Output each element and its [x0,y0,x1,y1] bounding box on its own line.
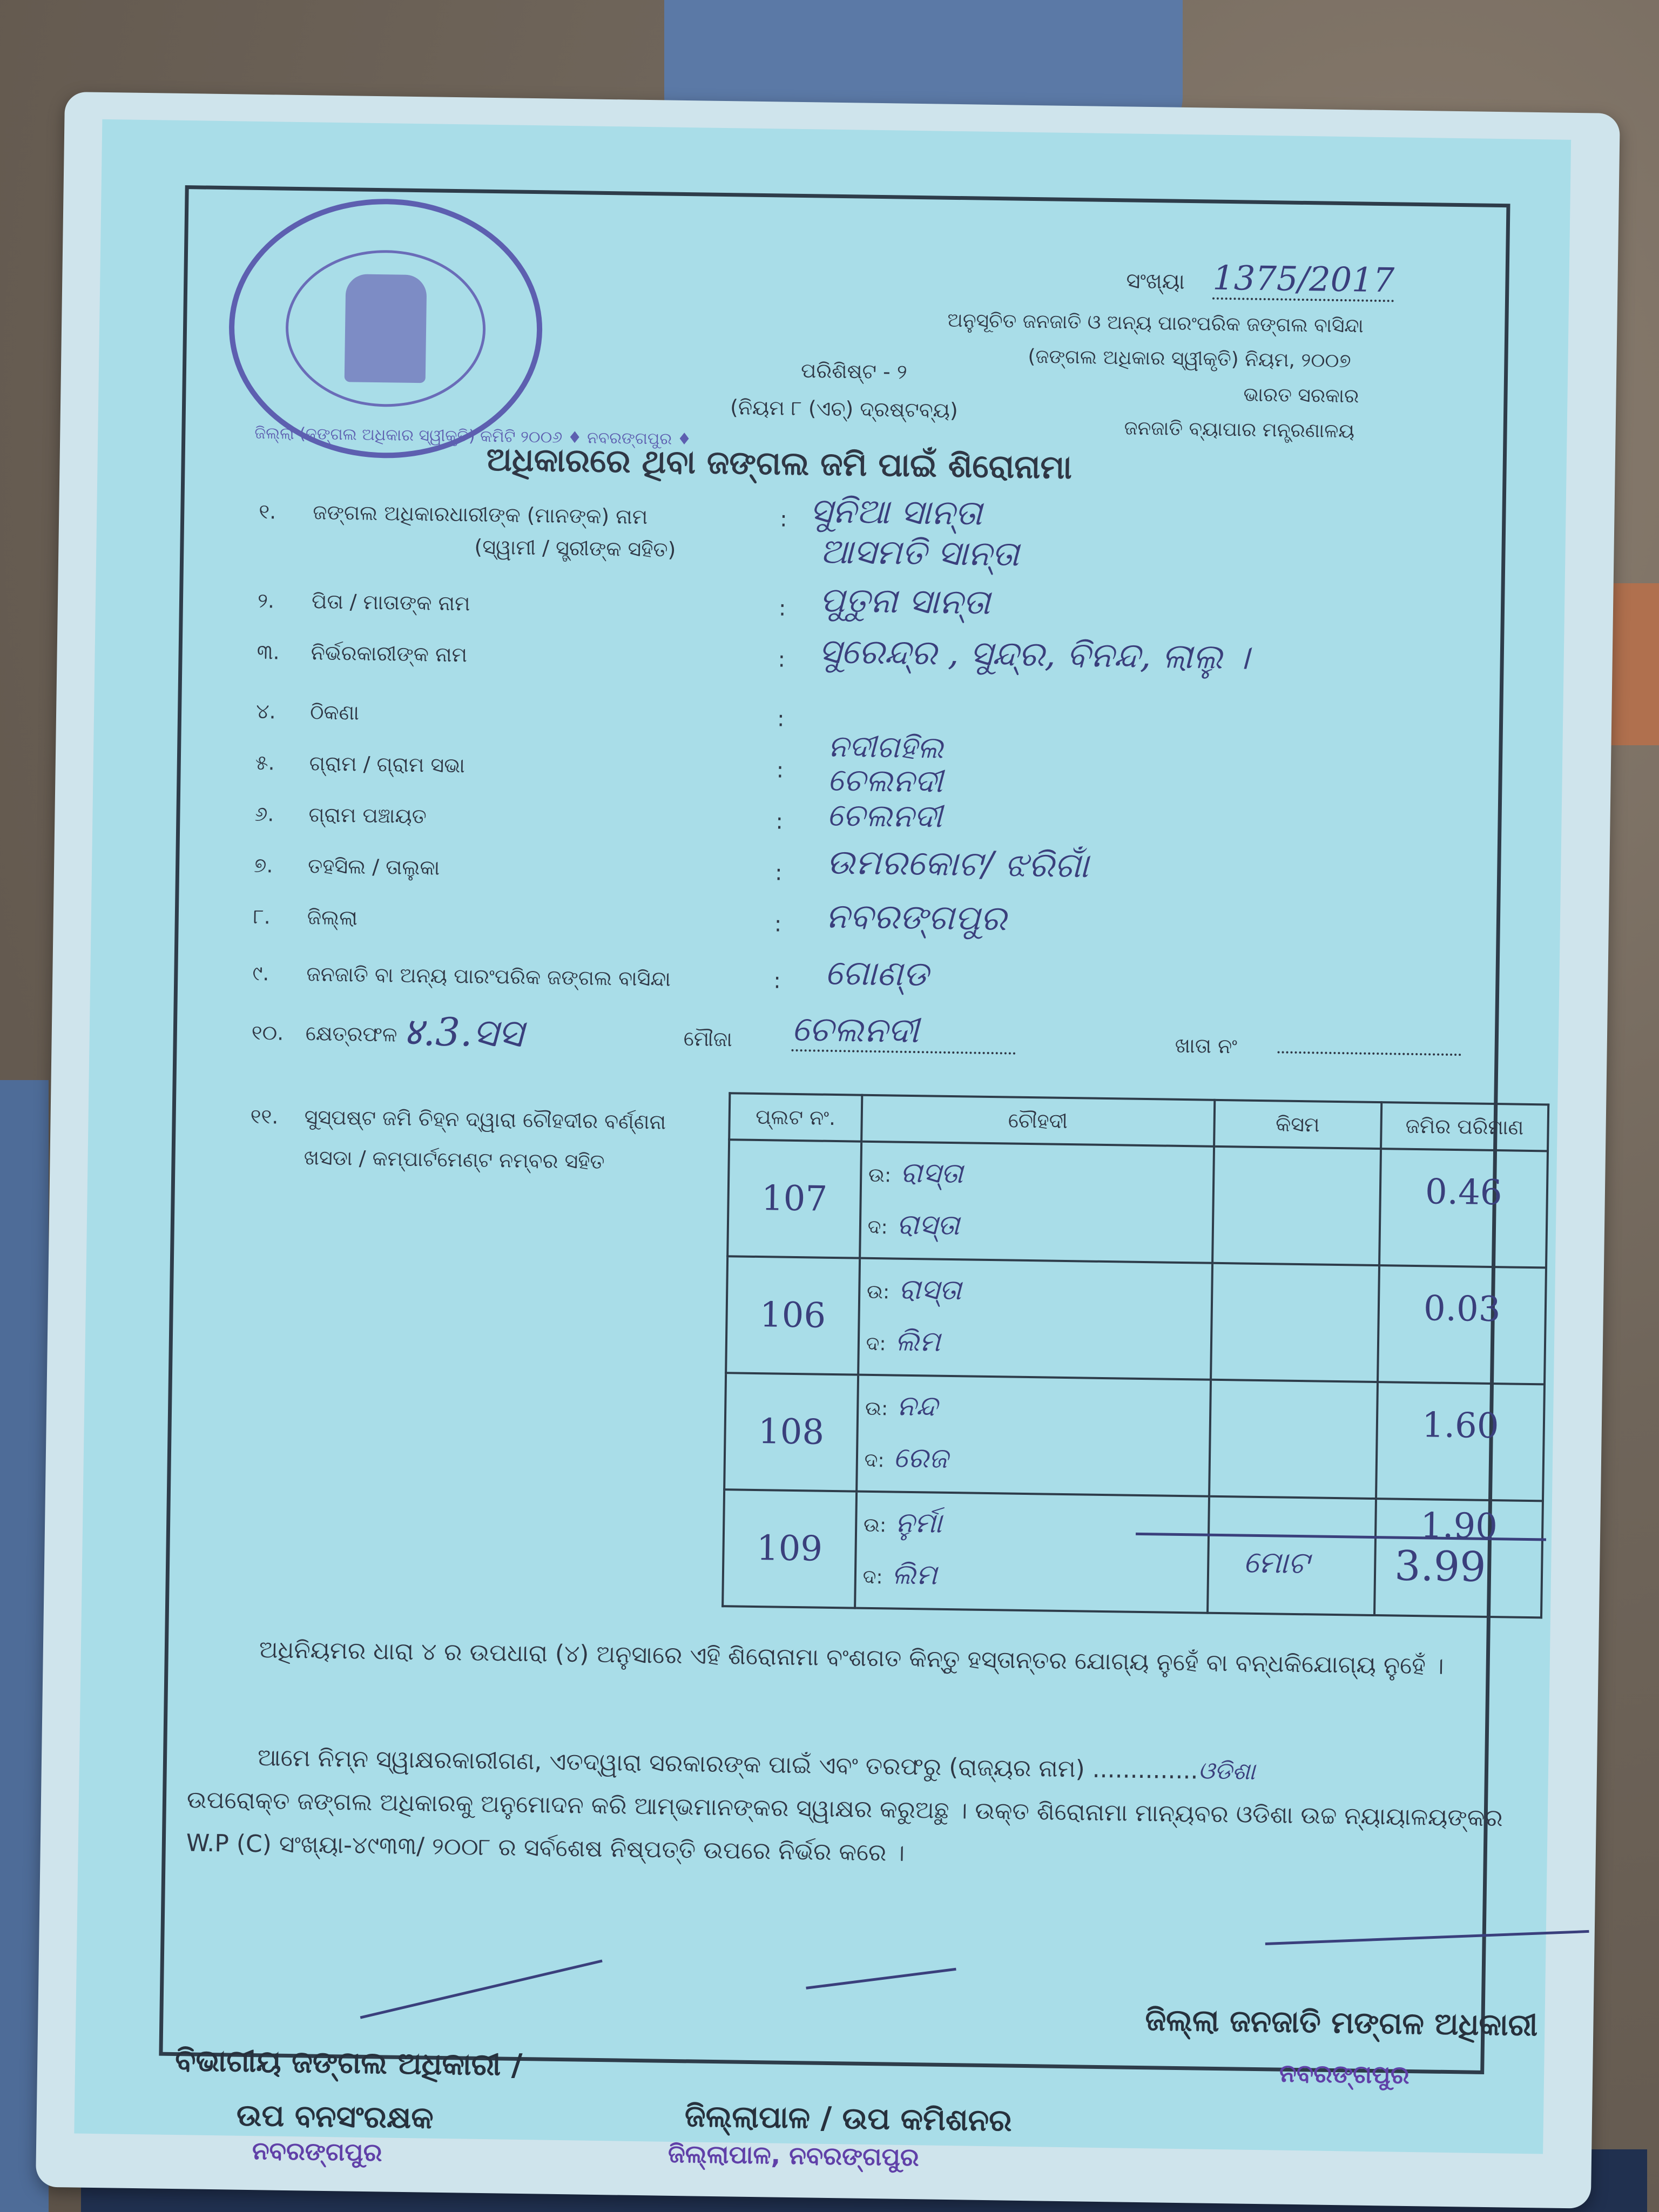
plot-area: 0.03 [1378,1265,1546,1384]
field-5-value: ଚେଲନଦୀ [827,761,943,800]
header-land-area: ଜମିର ପରିମାଣ [1381,1102,1548,1151]
field-9-colon: : [773,968,781,994]
table-row [727,1139,1548,1267]
field-3-colon: : [778,647,786,672]
area-label: କ୍ଷେତ୍ରଫଳ [305,1021,397,1047]
plot-kind [1211,1263,1379,1382]
government: ଭାରତ ସରକାର [1243,383,1359,408]
south-prefix: ଦ: [866,1332,886,1355]
south-boundary: ଲିମ [891,1558,938,1591]
field-7-label: ତହସିଲ / ତାଲୁକା [307,854,440,880]
field-8-label: ଜିଲ୍ଲା [307,905,358,930]
field-6-number: ୬. [254,801,274,826]
plot-number: 108 [724,1373,858,1491]
field-3-value: ସୁରେନ୍ଦ୍ର , ସୁନ୍ଦ୍ର, ବିନନ୍ଦ, ଲାଲୁ । [818,631,1250,678]
field-7-colon: : [774,860,783,886]
north-prefix: ଉ: [865,1397,888,1420]
signatory-left-title: ବିଭାଗୀୟ ଜଙ୍ଗଲ ଅଧିକାରୀ / [174,2043,523,2083]
area-value: ४.3.ସସ [402,1008,524,1056]
north-boundary: ରାସ୍ତା [898,1273,962,1307]
plot-area: 1.90 [1374,1499,1543,1617]
plot-boundaries [860,1142,1214,1263]
field-9-label: ଜନଜାତି ବା ଅନ୍ୟ ପାରଂପରିକ ଜଙ୍ଗଲ ବାସିନ୍ଦା [306,962,671,991]
field-6-colon: : [775,809,784,834]
south-boundary: ଲିମ [894,1325,941,1358]
header-boundaries: ଚୌହଦୀ [861,1095,1215,1147]
field-7-number: ୭. [253,853,273,878]
stamp-text: ଜିଲ୍ଲା (ଜଙ୍ଗଲ ଅଧିକାର ସ୍ୱୀକୃତି) କମିଟି ୨୦୦୬ ♦ ନବରଙ୍ଗପୁର ♦ [254,423,692,449]
plot-number: 106 [726,1256,860,1374]
north-boundary: ନୁର୍ମା [895,1506,942,1540]
north-prefix: ଉ: [866,1280,890,1304]
field-1-colon: : [779,507,788,532]
field-3-number: ୩. [257,639,280,664]
plot-number: 109 [723,1489,857,1608]
field-2-value: ପୁତୁନା ସାନ୍ତା [819,580,991,623]
boundary-label-2: ଖସଡା / କମ୍ପାର୍ଟମେଣ୍ଟ ନମ୍ବର ସହିତ [304,1145,605,1174]
header-plot-no: ପ୍ଲଟ ନଂ. [729,1093,862,1141]
field-6-value: ଚେଲନଦୀ [827,796,943,835]
center-seal: ଜିଲ୍ଲାପାଳ, ନବରଙ୍ଗପୁର [667,2139,920,2172]
state-name: ଓଡିଶା [1198,1757,1256,1785]
field-5-number: ୫. [255,750,275,775]
field-3-label: ନିର୍ଭରକାରୀଙ୍କ ନାମ [311,640,468,667]
boundary-label-1: ସୁସ୍ପଷ୍ଟ ଜମି ଚିହ୍ନ ଦ୍ୱାରା ଚୌହଦୀର ବର୍ଣ୍ଣନା [304,1105,666,1134]
south-prefix: ଦ: [864,1449,885,1472]
plot-boundaries [855,1492,1209,1613]
signatory-right-title: ଜିଲ୍ଲା ଜନଜାତି ମଙ୍ଗଳ ଅଧିକାରୀ [1145,2002,1538,2044]
mouza-label: ମୌଜା [683,1027,733,1051]
south-prefix: ଦ: [862,1566,883,1589]
field-8-value: ନବରଙ୍ଗପୁର [825,896,1007,939]
north-prefix: ଉ: [863,1514,887,1537]
field-9-number: ୯. [252,961,269,986]
right-seal: ନବରଙ୍ଗପୁର [1279,2058,1410,2090]
title-certificate [74,119,1571,2172]
field-8-number: ୮. [253,904,271,929]
act-line-2: (ଜଙ୍ଗଲ ଅଧିକାର ସ୍ୱୀକୃତି) ନିୟମ, ୨୦୦୭ [1028,345,1351,373]
act-line-1: ଅନୁସୂଚିତ ଜନଜାତି ଓ ଅନ୍ୟ ପାରଂପରିକ ଜଙ୍ଗଲ ବାସିନ୍ଦା [947,309,1364,338]
total-label: ମୋଟ [1243,1545,1310,1581]
plot-table [721,1092,1549,1618]
field-5-colon: : [776,758,784,783]
field-4-value: ନଦୀଗହିଲ [827,729,944,766]
field-1-value-2: ଆସମତି ସାନ୍ତା [819,531,1020,575]
plot-area: 0.46 [1379,1149,1548,1267]
plot-kind [1209,1380,1378,1499]
left-seal: ନବରଙ୍ଗପୁର [252,2136,382,2167]
annex-label: ପରିଶିଷ୍ଟ - ୨ [800,358,908,384]
khata-label: ଖାତା ନଂ [1175,1033,1238,1058]
approval-clause-a: ଆମେ ନିମ୍ନ ସ୍ୱାକ୍ଷରକାରୀଗଣ, ଏତଦ୍ୱାରା ସରକାରଙ୍କ ପାଇଁ ଏବଂ ତରଫରୁ (ରାଜ୍ୟର ନାମ) [257,1744,1085,1783]
plot-number: 107 [727,1139,861,1258]
heritable-clause: ଅଧିନିୟମର ଧାରା ୪ ର ଉପଧାରା (୪) ଅନୁସାରେ ଏହି ଶିରୋନାମା ବଂଶଗତ କିନ୍ତୁ ହସ୍ତାନ୍ତର ଯୋଗ୍ୟ ନୁହେଁ ବା ବନ୍ଧକିଯୋଗ୍ୟ ନୁହେଁ । [259,1636,1444,1680]
field-8-colon: : [774,912,782,937]
south-boundary: ରେଜ [893,1441,949,1475]
south-prefix: ଦ: [867,1216,888,1239]
field-11-number: ୧୧. [250,1104,279,1129]
field-6-label: ଗ୍ରାମ ପଞ୍ଚାୟତ [308,802,427,828]
field-4-colon: : [777,706,785,732]
field-10-number: ୧୦. [251,1020,284,1045]
field-7-value: ଉମରକୋଟ/ ଝରିଗାଁ [826,842,1089,886]
south-boundary: ରାସ୍ତା [896,1208,960,1242]
plastic-sleeve [36,92,1620,2209]
total-value: 3.99 [1394,1541,1487,1591]
table-row [726,1256,1546,1384]
field-2-colon: : [778,596,786,621]
north-prefix: ଉ: [868,1164,892,1187]
plot-area: 1.60 [1376,1382,1545,1501]
number-value: 1375/2017 [1212,258,1395,302]
state-dots: .............. [1084,1755,1198,1785]
mouza-value: ଚେଲନଦୀ [791,1009,1016,1055]
plot-kind [1212,1147,1381,1265]
rule-reference: (ନିୟମ ୮ (ଏଚ୍) ଦ୍ରଷ୍ଟବ୍ୟ) [730,395,959,423]
field-2-number: ୨. [257,588,275,613]
approval-clause-b: ଉପରୋକ୍ତ ଜଙ୍ଗଲ ଅଧିକାରକୁ ଅନୁମୋଦନ କରି ଆମ୍ଭମାନଙ୍କର ସ୍ୱାକ୍ଷର କରୁଅଛୁ । ଉକ୍ତ ଶିରୋନାମା ମାନ୍ୟବର ଓଡିଶା ଉଚ୍ଚ ନ୍ୟାୟାଳୟଙ୍କର W.P (C) ସଂଖ୍ୟା-୪୯୩୩/ ୨୦୦୮ ର ସର୍ବଶେଷ ନିଷ୍ପତ୍ତି ଉପରେ ନିର୍ଭର କରେ । [186,1786,1503,1867]
signatory-center-title: ଜିଲ୍ଲାପାଳ / ଉପ କମିଶନର [684,2099,1012,2139]
field-1-number: ୧. [259,499,276,524]
document-title: ଅଧିକାରରେ ଥିବା ଜଙ୍ଗଲ ଜମି ପାଇଁ ଶିରୋନାମା [486,440,1073,487]
north-boundary: ରାସ୍ତା [900,1156,963,1190]
plot-boundaries [858,1258,1212,1380]
number-label: ସଂଖ୍ୟା [1126,268,1185,294]
approval-clause [186,1735,1548,1884]
north-boundary: ନନ୍ଦ [896,1390,938,1423]
field-1-value: ସୁନିଆ ସାନ୍ତା [809,491,983,534]
field-4-label: ଠିକଣା [309,700,360,725]
field-1-sublabel: (ସ୍ୱାମୀ / ସ୍ତ୍ରୀଙ୍କ ସହିତ) [474,535,676,562]
field-5-label: ଗ୍ରାମ / ଗ୍ରାମ ସଭା [309,751,466,778]
signatory-left-subtitle: ଉପ ବନସଂରକ୍ଷକ [236,2098,434,2136]
header-kind: କିସମ [1214,1100,1381,1149]
ministry: ଜନଜାତି ବ୍ୟାପାର ମନ୍ତ୍ରଣାଳୟ [1124,417,1355,443]
plot-boundaries [857,1375,1211,1496]
field-1-label: ଜଙ୍ଗଲ ଅଧିକାରଧାରୀଙ୍କ (ମାନଙ୍କ) ନାମ [313,500,648,529]
table-row [724,1373,1545,1501]
field-9-value: ଗୋଣ୍ଡ [824,953,929,995]
field-2-label: ପିତା / ମାତାଙ୍କ ନାମ [311,589,470,616]
field-4-number: ୪. [255,699,276,724]
